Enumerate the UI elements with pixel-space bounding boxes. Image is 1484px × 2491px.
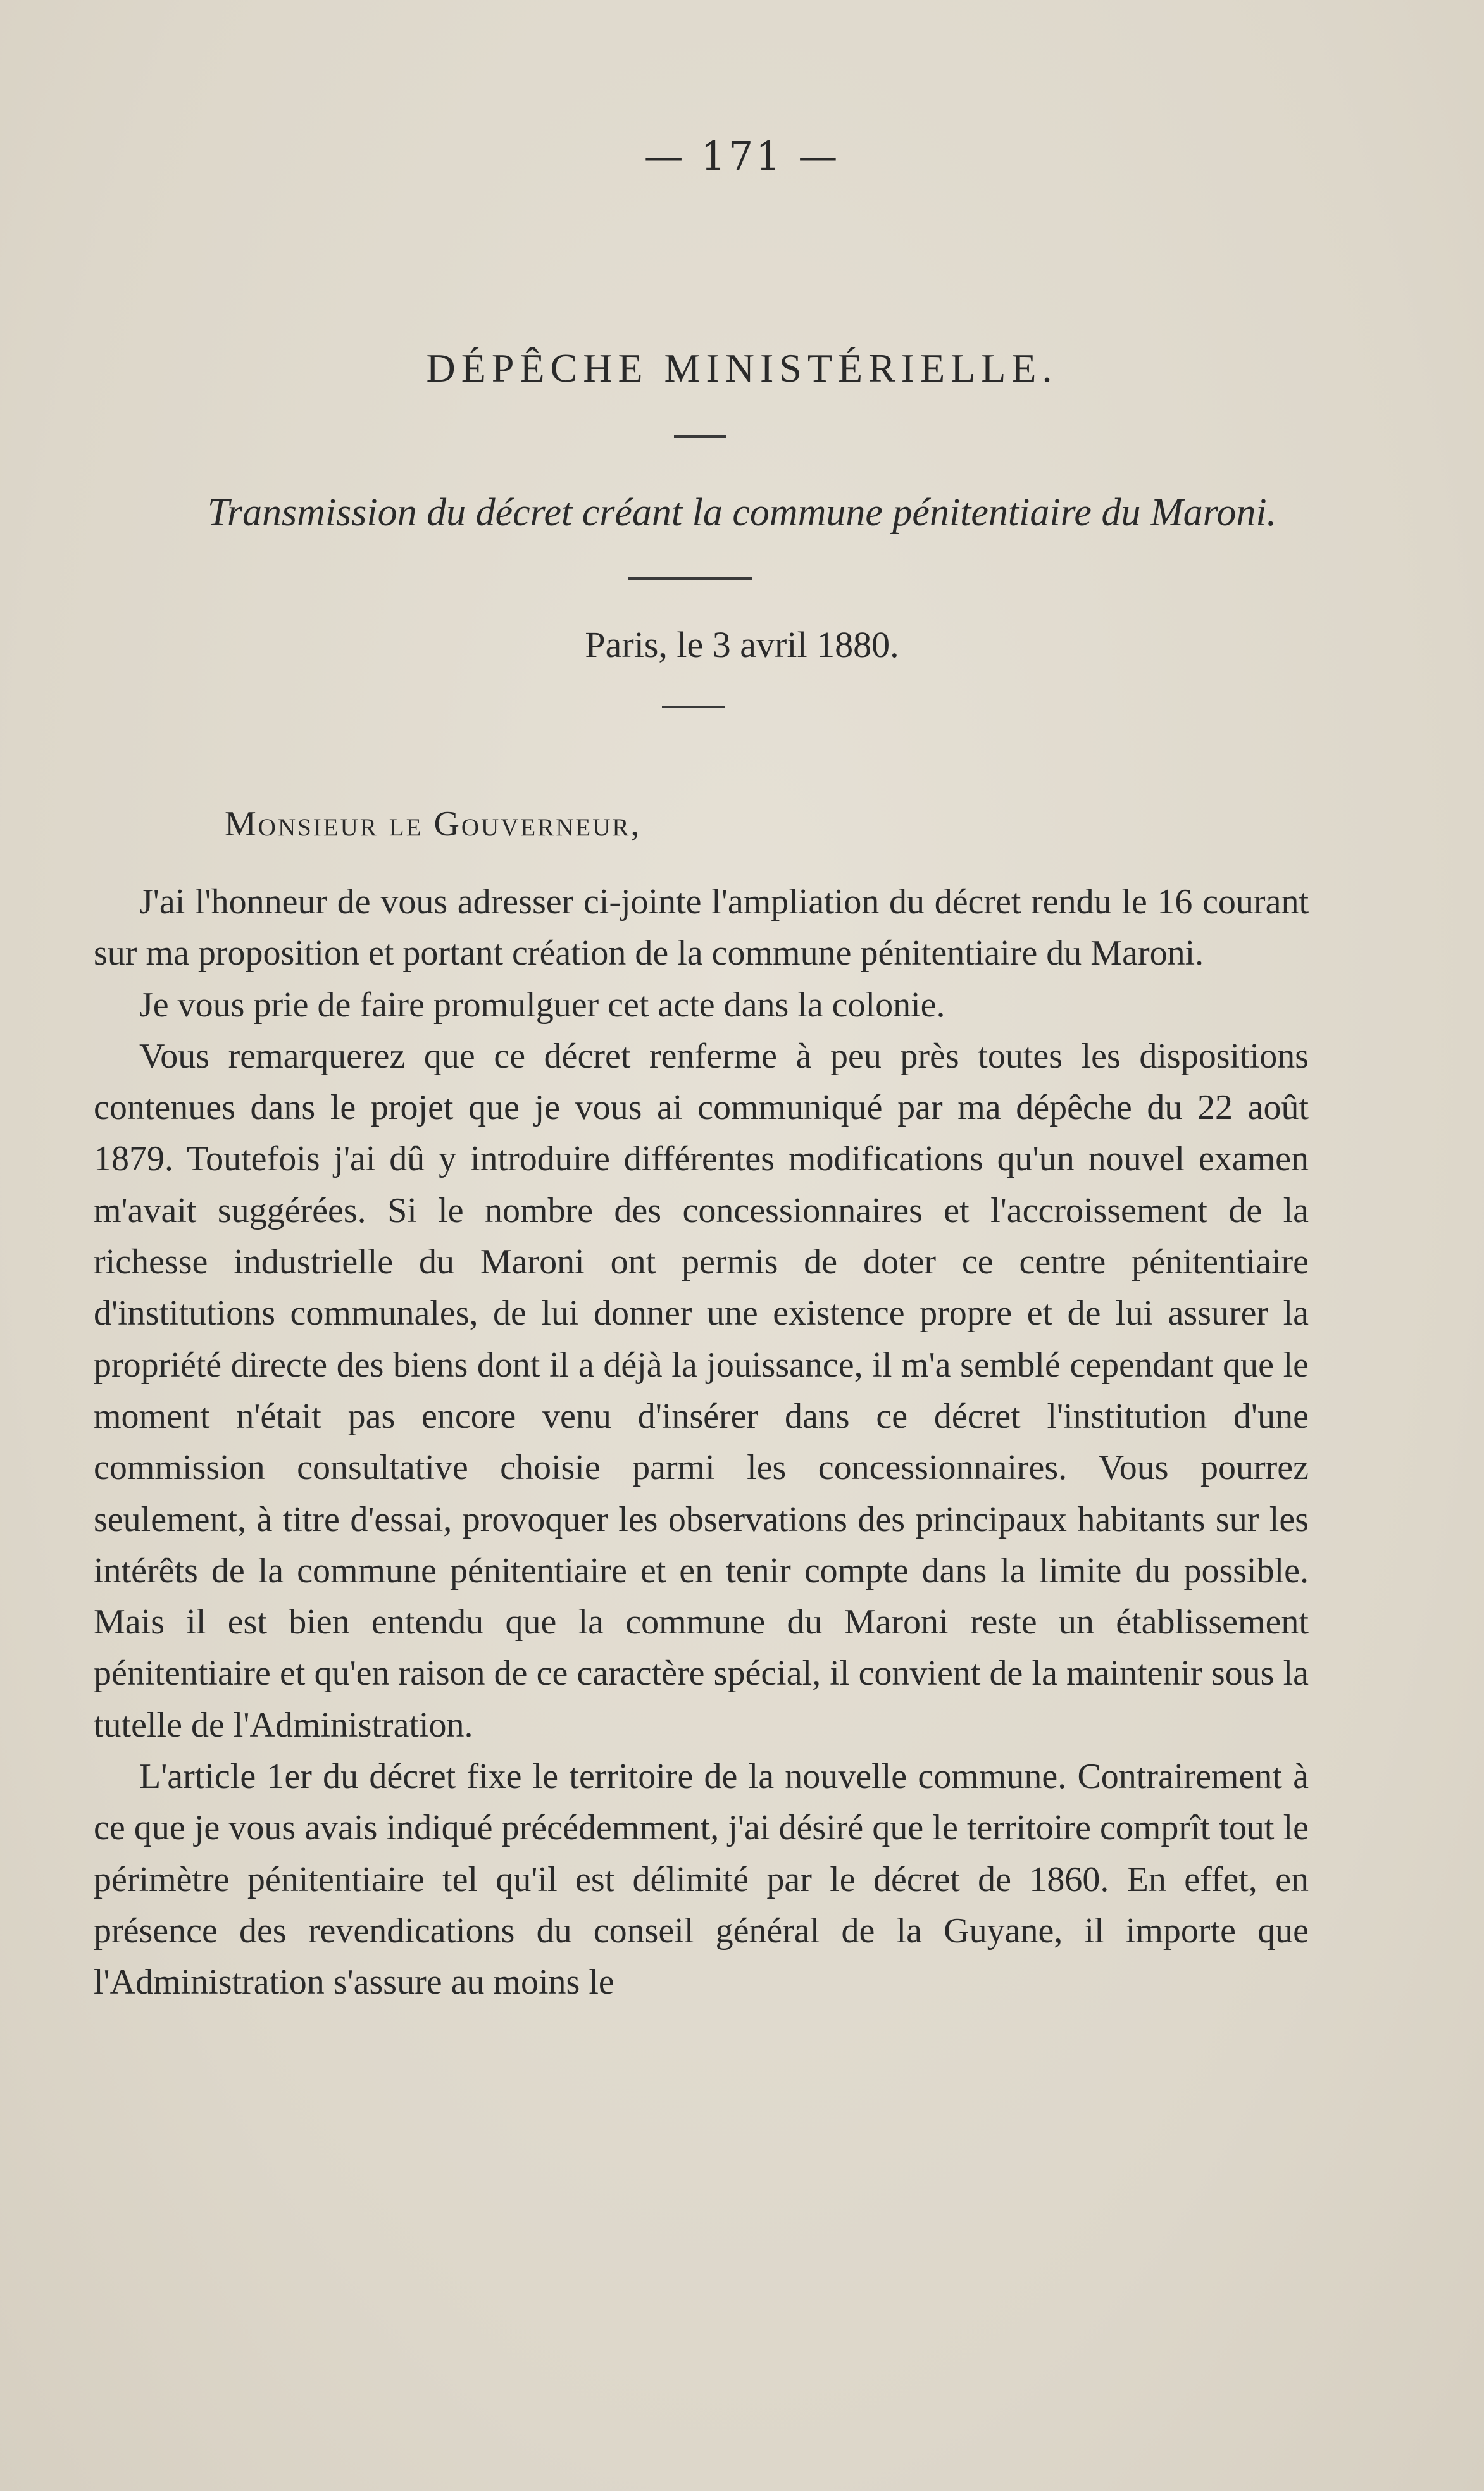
document-subtitle: Transmission du décret créant la commune pénitentiaire du Maroni. — [207, 491, 1277, 534]
dateline-rule — [662, 706, 725, 708]
document-heading: DÉPÊCHE MINISTÉRIELLE. — [426, 346, 1058, 390]
subtitle-rule — [628, 577, 752, 580]
paragraph: J'ai l'honneur de vous adresser ci-jointe l'ampliation du décret rendu le 16 courant sur ma proposition et portant création de la commune pénitentiaire du Maroni. — [94, 882, 1309, 973]
body-text — [94, 877, 1309, 2009]
paragraph: Vous remarquerez que ce décret renferme à peu près toutes les dispositions contenues dans le projet que je vous ai communiqué par ma dépêche du 22 août 1879. Toutefois j'ai dû y introduire différentes modifications qu'un nouvel examen m'avait suggérées. Si le nombre des concessionnaires et l'accroissement de la richesse industrielle du Maroni ont permis de doter ce centre pénitentiaire d'institutions communales, de lui donner une existence propre et de lui assurer la propriété directe des biens dont il a déjà la jouissance, il m'a semblé cependant que le moment n'était pas encore venu d'insérer dans ce décret l'institution d'une commission consultative choisie parmi les concessionnaires. Vous pourrez seulement, à titre d'essai, provoquer les observations des principaux habitants sur les intérêts de la commune pénitentiaire et en tenir compte dans la limite du possible. Mais il est bien entendu que la commune du Maroni reste un établissement pénitentiaire et qu'en raison de ce caractère spécial, il convient de la maintenir sous la tutelle de l'Administration. — [94, 1036, 1309, 1745]
paragraph: Je vous prie de faire promulguer cet acte dans la colonie. — [139, 985, 945, 1025]
page-number: — 171 — — [644, 133, 840, 179]
heading-rule — [674, 435, 726, 438]
dateline: Paris, le 3 avril 1880. — [585, 624, 899, 665]
salutation: Monsieur le Gouverneur, — [225, 804, 642, 844]
paragraph: L'article 1er du décret fixe le territoire de la nouvelle commune. Contrairement à ce que je vous avais indiqué précédemment, j'ai désiré que le territoire comprît tout le périmètre pénitentiaire tel qu'il est délimité par le décret de 1860. En effet, en présence des revendications du conseil général de la Guyane, il importe que l'Administration s'assure au moins le — [94, 1757, 1309, 2002]
